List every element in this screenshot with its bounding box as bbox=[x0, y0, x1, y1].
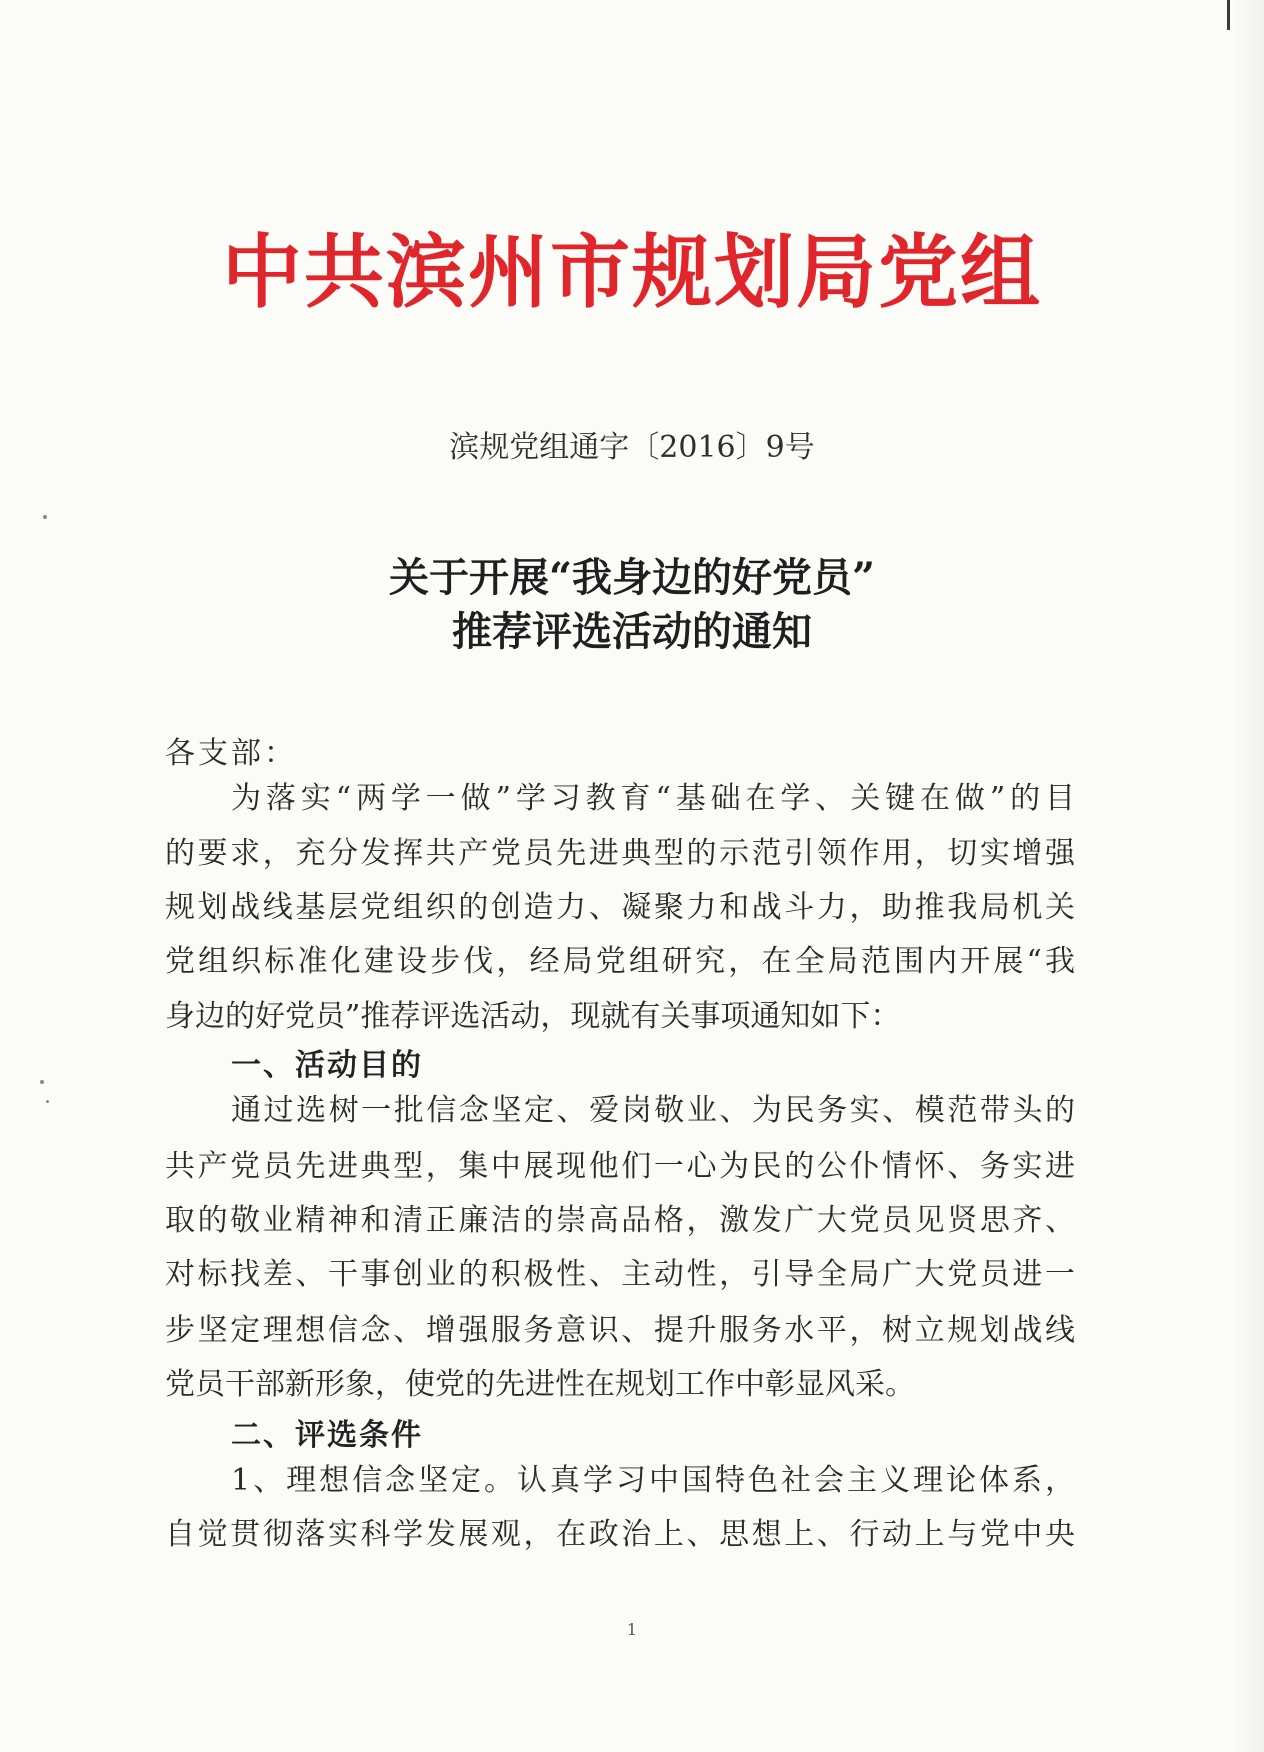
section-1-line-5: 步坚定理想信念、增强服务意识、提升服务水平，树立规划战线 bbox=[165, 1313, 1075, 1348]
scan-speck bbox=[46, 1100, 49, 1103]
org-header: 中共滨州市规划局党组 bbox=[222, 225, 1042, 319]
section-1-heading: 一、活动目的 bbox=[231, 1048, 423, 1083]
salutation: 各支部： bbox=[165, 736, 297, 771]
intro-line-5: 身边的好党员”推荐评选活动，现就有关事项通知如下： bbox=[165, 999, 901, 1034]
section-1-line-2: 共产党员先进典型，集中展现他们一心为民的公仆情怀、务实进 bbox=[165, 1149, 1075, 1184]
page-number: 1 bbox=[626, 1620, 638, 1639]
scan-speck bbox=[40, 1080, 44, 1084]
scan-corner-mark bbox=[1227, 0, 1230, 30]
intro-line-2: 的要求，充分发挥共产党员先进典型的示范引领作用，切实增强 bbox=[165, 836, 1075, 871]
section-1-line-6: 党员干部新形象，使党的先进性在规划工作中彰显风采。 bbox=[165, 1367, 915, 1402]
section-1-line-3: 取的敬业精神和清正廉洁的崇高品格，激发广大党员见贤思齐、 bbox=[165, 1203, 1075, 1238]
section-2-line-1: 1、理想信念坚定。认真学习中国特色社会主义理论体系， bbox=[231, 1463, 1075, 1498]
section-2-heading: 二、评选条件 bbox=[231, 1418, 423, 1453]
intro-line-3: 规划战线基层党组织的创造力、凝聚力和战斗力，助推我局机关 bbox=[165, 890, 1075, 925]
notice-title-line-1: 关于开展“我身边的好党员” bbox=[388, 554, 875, 601]
section-1-line-1: 通过选树一批信念坚定、爱岗敬业、为民务实、模范带头的 bbox=[231, 1093, 1075, 1128]
section-2-line-2: 自觉贯彻落实科学发展观，在政治上、思想上、行动上与党中央 bbox=[165, 1517, 1075, 1552]
intro-line-1: 为落实“两学一做”学习教育“基础在学、关键在做”的目 bbox=[231, 781, 1075, 816]
scan-speck bbox=[43, 515, 47, 519]
notice-title-line-2: 推荐评选活动的通知 bbox=[452, 608, 812, 655]
document-number: 滨规党组通字〔2016〕9号 bbox=[449, 430, 815, 465]
section-1-line-4: 对标找差、干事创业的积极性、主动性，引导全局广大党员进一 bbox=[165, 1257, 1075, 1292]
intro-line-4: 党组织标准化建设步伐，经局党组研究，在全局范围内开展“我 bbox=[165, 944, 1075, 979]
